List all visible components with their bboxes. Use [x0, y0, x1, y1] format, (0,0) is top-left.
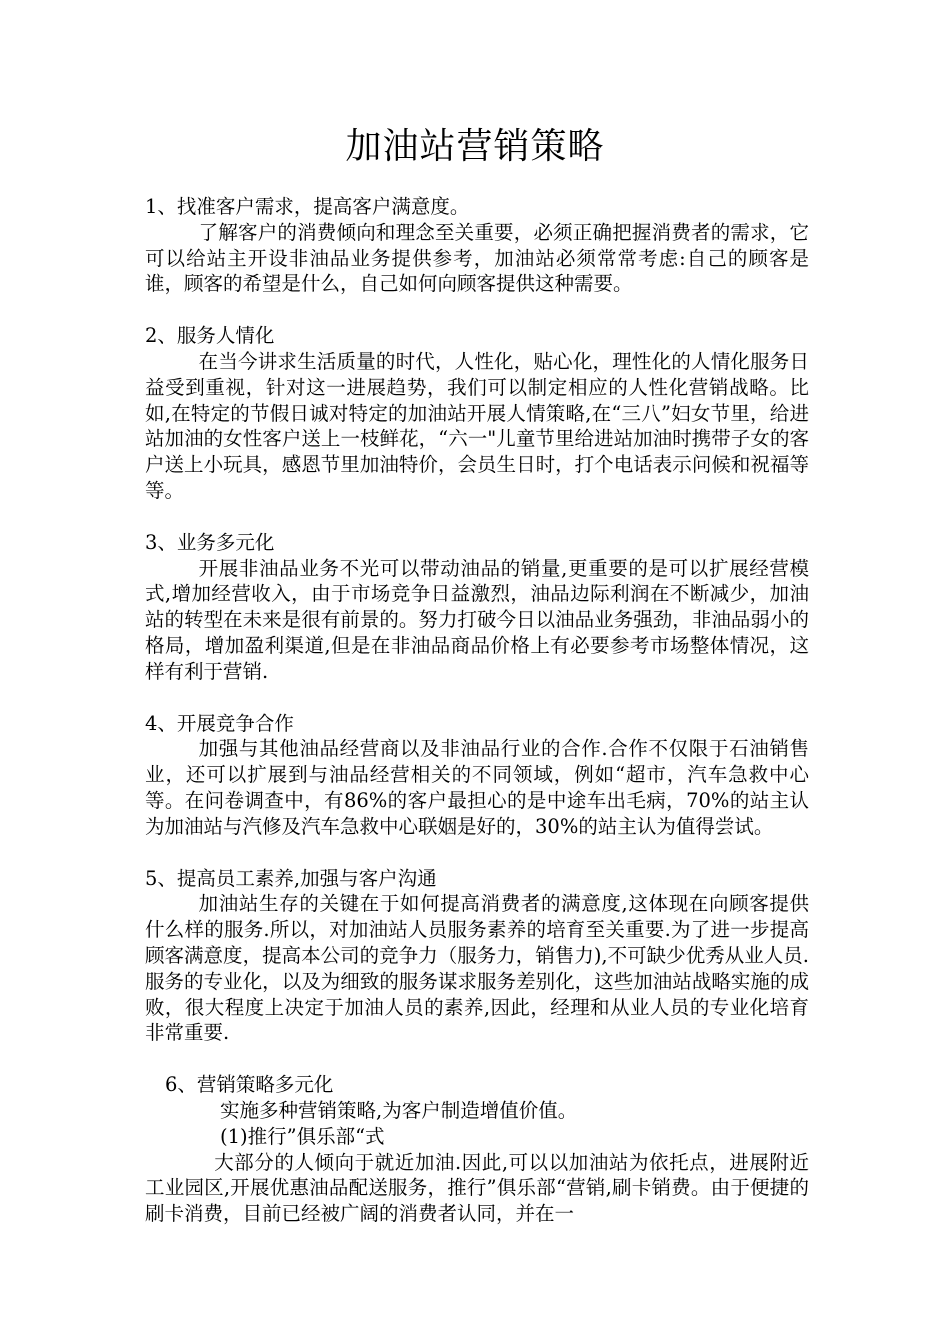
paragraph-gap — [145, 840, 809, 866]
section-3 — [145, 530, 809, 685]
section-heading: 3、业务多元化 — [145, 530, 275, 554]
section-2 — [145, 323, 809, 504]
paragraph-gap — [145, 1046, 809, 1072]
section-6 — [145, 1072, 809, 1227]
section-paragraph: 了解客户的消费倾向和理念至关重要，必须正确把握消费者的需求，它可以给站主开设非油品业务提供参考，加油站必须常常考虑:自己的顾客是谁，顾客的希望是什么，自己如何向顾客提供这种需要。 — [145, 220, 809, 296]
section-paragraph: 加油站生存的关键在于如何提高消费者的满意度,这体现在向顾客提供什么样的服务.所以，对加油站人员服务素养的培育至关重要.为了进一步提高顾客满意度，提高本公司的竞争力（服务力，销售力),不可缺少优秀从业人员.服务的专业化，以及为细致的服务谋求服务差别化，这些加油站战略实施的成败，很大程度上决定于加油人员的素养,因此，经理和从业人员的专业化培育非常重要. — [145, 892, 809, 1045]
document-title: 加油站营销策略 — [345, 126, 605, 167]
section-paragraph: 开展非油品业务不光可以带动油品的销量,更重要的是可以扩展经营模式,增加经营收入，由于市场竞争日益激烈，油品边际利润在不断减少，加油站的转型在未来是很有前景的。努力打破今日以油品业务强劲，非油品弱小的格局，增加盈利渠道,但是在非油品商品价格上有必要参考市场整体情况，这样有利于营销. — [145, 556, 809, 683]
section-paragraph: 在当今讲求生活质量的时代，人性化，贴心化，理性化的人情化服务日益受到重视，针对这一进展趋势，我们可以制定相应的人性化营销战略。比如,在特定的节假日诚对特定的加油站开展人情策略,在“三八”妇女节里，给进站加油的女性客户送上一枝鲜花，“六一"儿童节里给进站加油时携带子女的客户送上小玩具，感恩节里加油特价，会员生日时，打个电话表示问候和祝福等等。 — [145, 349, 809, 502]
paragraph-gap — [145, 297, 809, 323]
section-4 — [145, 711, 809, 840]
section-heading: 6、营销策略多元化 — [165, 1073, 334, 1097]
section-heading: 5、提高员工素养,加强与客户沟通 — [145, 866, 437, 890]
section-1 — [145, 194, 809, 297]
section-paragraph: 加强与其他油品经营商以及非油品行业的合作.合作不仅限于石油销售业，还可以扩展到与油品经营相关的不同领域，例如“超市，汽车急救中心等。在问卷调查中，有86%的客户最担心的是中途车出毛病，70%的站主认为加油站与汽修及汽车急救中心联姻是好的，30%的站主认为值得尝试。 — [145, 737, 809, 838]
section-heading: 1、找准客户需求，提高客户满意度。 — [145, 195, 470, 218]
document-body — [145, 194, 809, 1227]
section-heading: 4、开展竞争合作 — [145, 711, 294, 735]
paragraph-gap — [145, 504, 809, 530]
section-intro: 实施多种营销策略,为客户制造增值价值。 — [220, 1098, 578, 1122]
section-heading: 2、服务人情化 — [145, 324, 275, 348]
section-subheading: (1)推行”俱乐部“式 — [220, 1124, 385, 1148]
section-5 — [145, 866, 809, 1047]
paragraph-gap — [145, 685, 809, 711]
section-paragraph: 大部分的人倾向于就近加油.因此,可以以加油站为依托点，进展附近工业园区,开展优惠油品配送服务，推行”俱乐部“营销,刷卡销费。由于便捷的刷卡消费，目前已经被广阔的消费者认同，并在一 — [145, 1150, 809, 1226]
